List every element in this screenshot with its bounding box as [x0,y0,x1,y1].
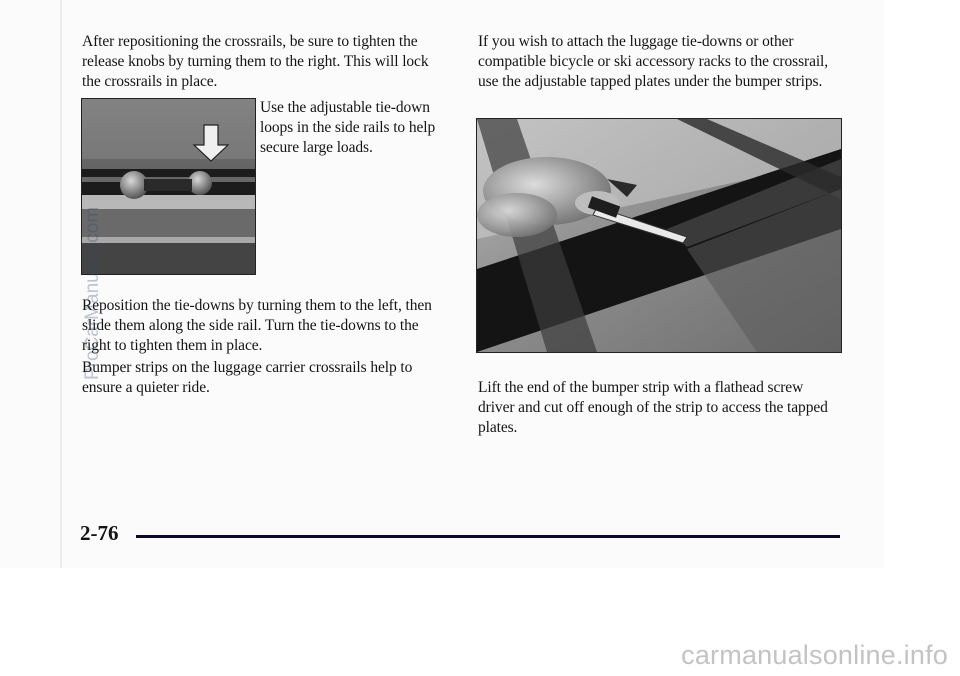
page-number: 2-76 [80,521,119,545]
intro-paragraph-right: If you wish to attach the luggage tie-downs or other compatible bicycle or ski accessory racks to the crossrail, use the adjustable tapped plates under the bumper strips. [478,33,829,90]
side-watermark: ProCarManuals.com [82,206,103,380]
bumper-strip-photo [476,118,842,353]
reposition-paragraph: Reposition the tie-downs by turning them to the left, then slide them along the side rail. Turn the tie-downs to the right to tighten them in place. [82,297,432,354]
tie-down-photo [81,98,256,275]
footer-rule [136,535,840,538]
tie-down-caption: Use the adjustable tie-down loops in the side rails to help secure large loads. [260,99,436,156]
bottom-watermark: carmanualsonline.info [681,640,948,670]
bumper-strip-caption: Lift the end of the bumper strip with a flathead screw driver and cut off enough of the strip to access the tapped plates. [478,379,828,436]
tie-down-illustration [82,99,255,274]
page-edge [60,0,62,568]
bumper-paragraph: Bumper strips on the luggage carrier crossrails help to ensure a quieter ride. [82,359,413,396]
bumper-strip-illustration [477,119,841,352]
intro-paragraph-left: After repositioning the crossrails, be sure to tighten the release knobs by turning them to the right. This will lock the crossrails in place. [82,33,429,90]
